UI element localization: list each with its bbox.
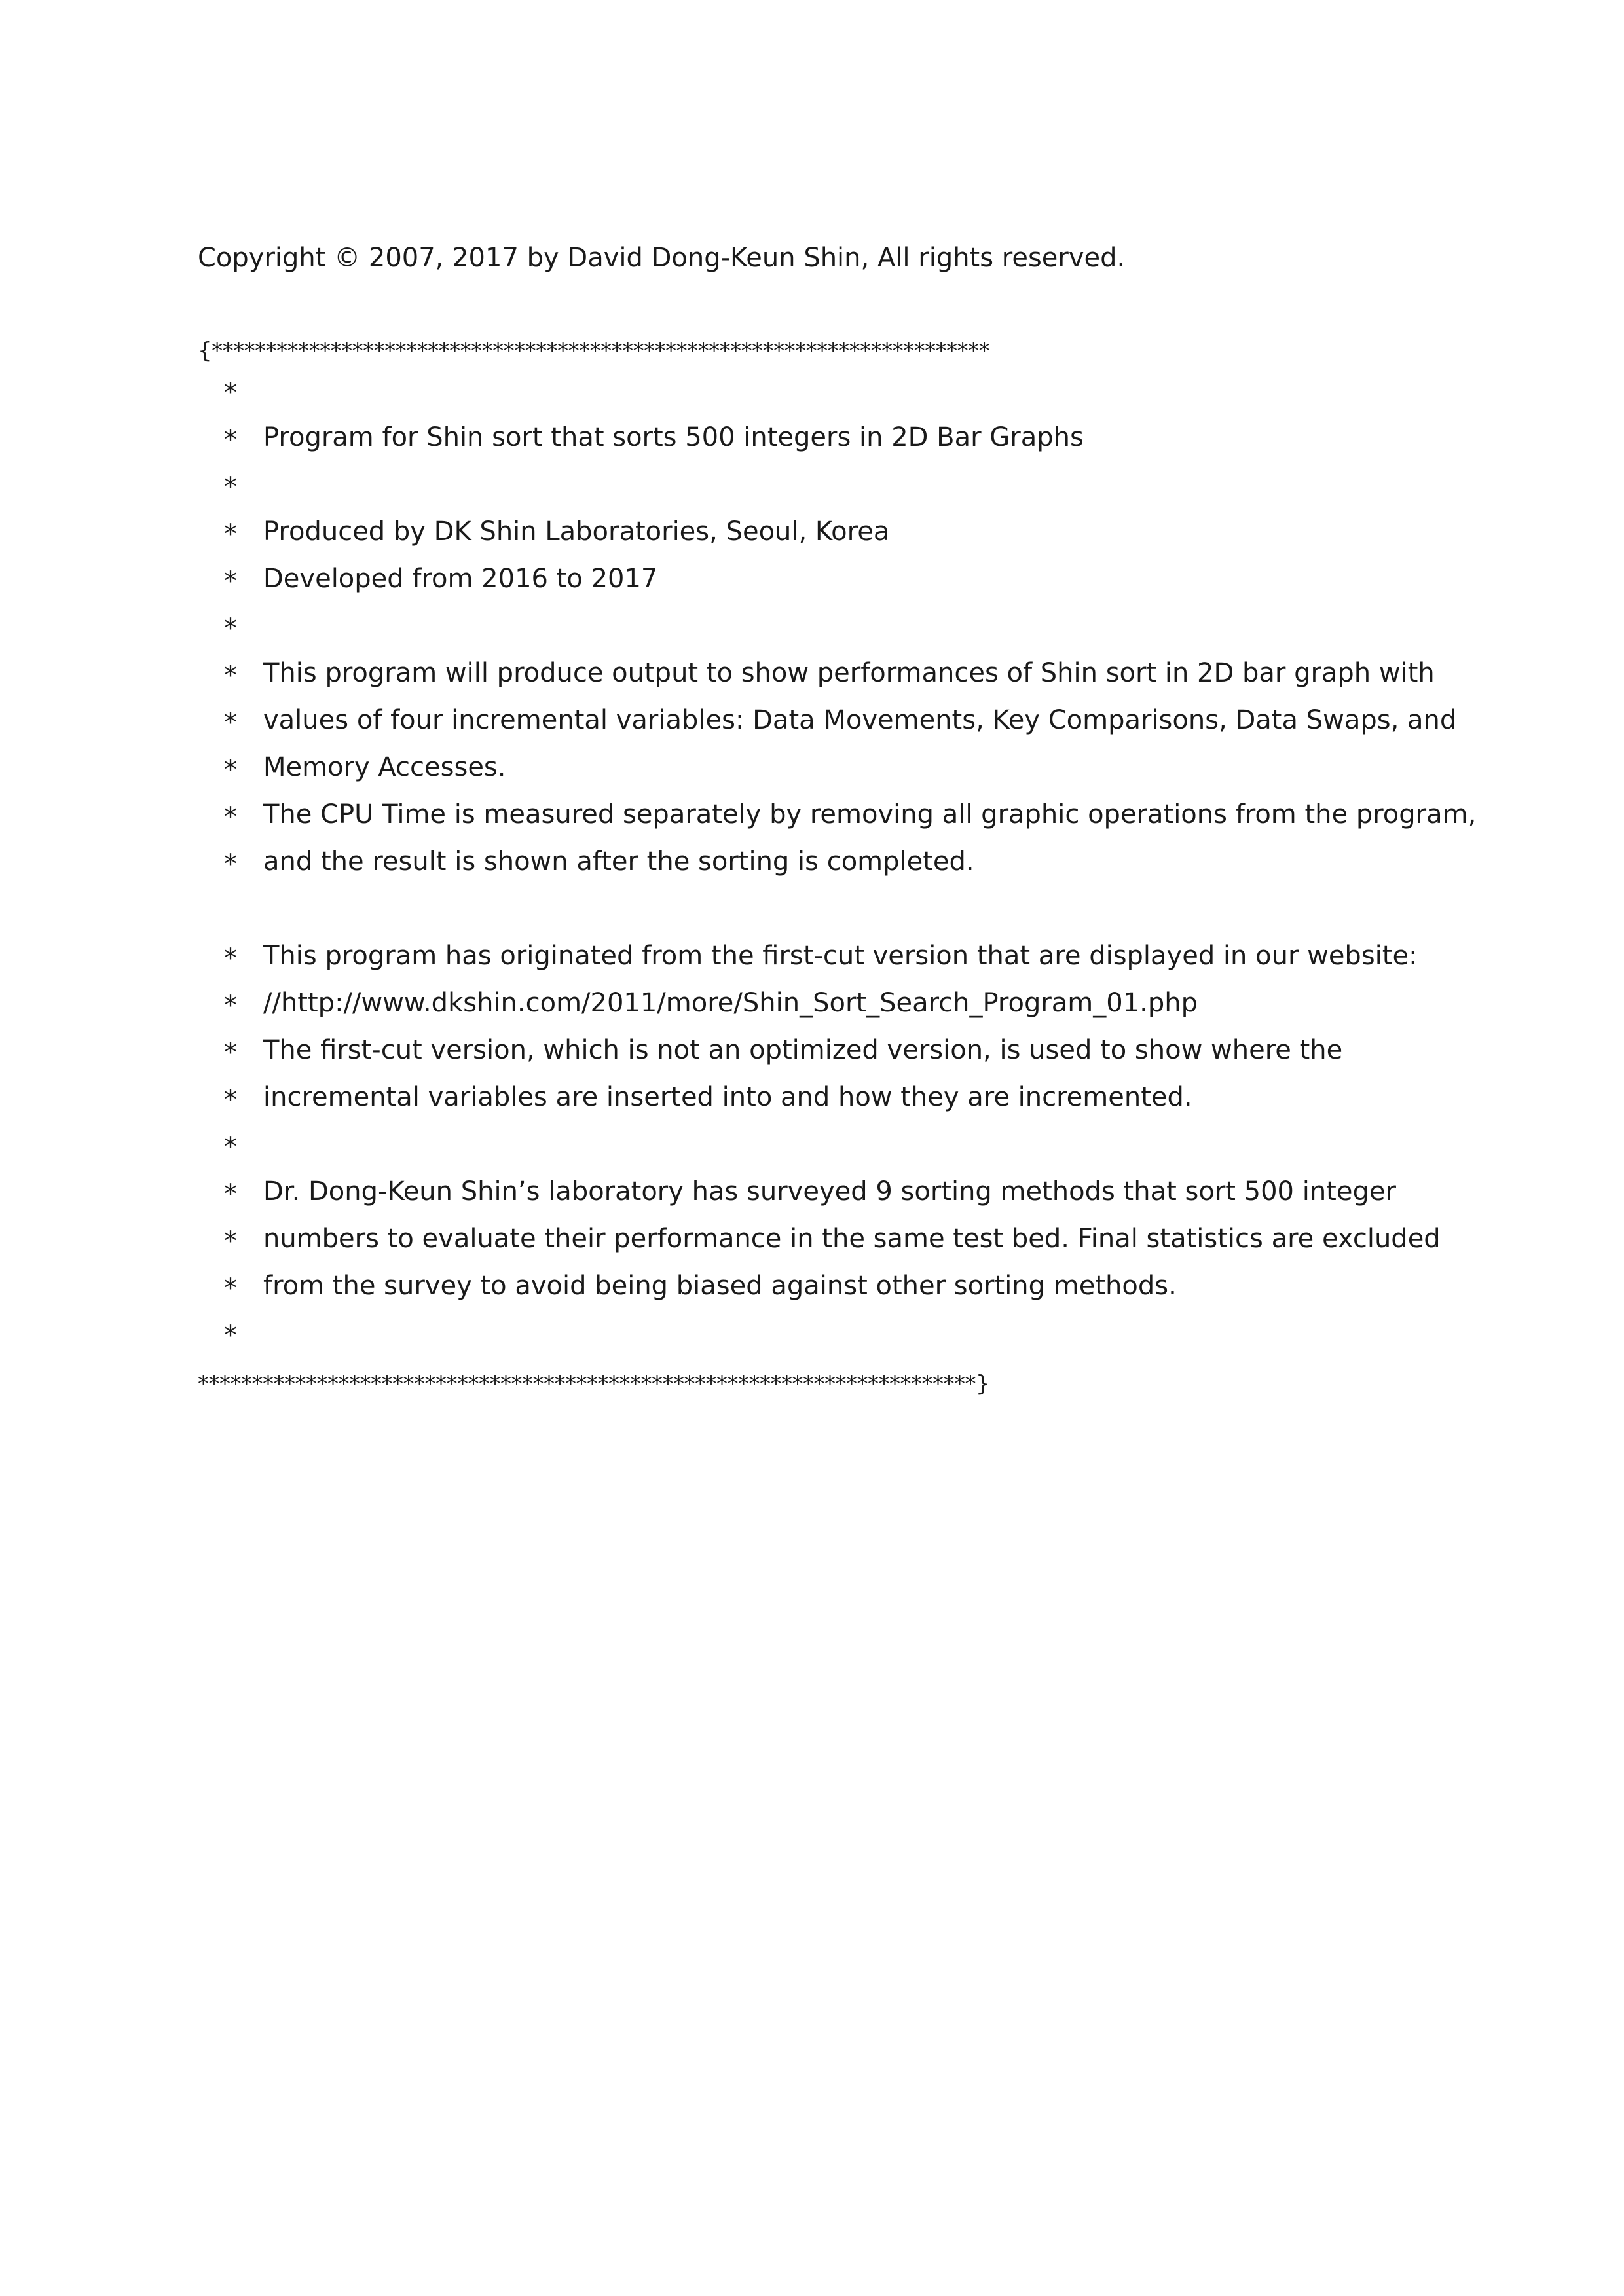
comment-line [198,1082,1475,1113]
comment-line [198,704,1475,736]
comment-line [198,1176,1475,1207]
comment-open-rule: {************************************************************************ [198,338,990,364]
comment-line [198,1034,1475,1066]
comment-star: * [224,1226,237,1256]
comment-line [198,752,1475,783]
comment-star: * [224,802,237,832]
comment-line [198,799,1475,830]
comment-line-text: The CPU Time is measured separately by removing all graphic operations from the program, [263,799,1477,829]
comment-line [198,987,1475,1019]
comment-line-text: Memory Accesses. [263,752,506,782]
comment-star: * [224,472,237,502]
comment-star: * [224,708,237,738]
comment-line [198,940,1475,972]
comment-star: * [224,943,237,974]
comment-line-text: Dr. Dong-Keun Shin’s laboratory has surveyed 9 sorting methods that sort 500 integer [263,1176,1396,1207]
comment-line [198,1129,1475,1160]
comment-line [198,422,1475,453]
comment-star: * [224,849,237,879]
comment-line [198,846,1475,877]
comment-star: * [224,378,237,408]
comment-line-text: numbers to evaluate their performance in the same test bed. Final statistics are excluded [263,1224,1441,1254]
comment-star: * [224,1085,237,1115]
comment-line-text: Developed from 2016 to 2017 [263,564,658,594]
copyright-notice: Copyright © 2007, 2017 by David Dong-Keun Shin, All rights reserved. [198,243,1126,273]
comment-line-text: //http://www.dkshin.com/2011/more/Shin_Sort_Search_Program_01.php [263,988,1198,1018]
comment-line-text: This program has originated from the first-cut version that are displayed in our website: [263,941,1418,971]
comment-line-text: Program for Shin sort that sorts 500 integers in 2D Bar Graphs [263,422,1084,452]
comment-line-text: Produced by DK Shin Laboratories, Seoul, Korea [263,517,890,547]
comment-star: * [224,1132,237,1162]
comment-line-text: This program will produce output to show performances of Shin sort in 2D bar graph with [263,658,1435,688]
comment-line [198,516,1475,547]
comment-line [198,1317,1475,1349]
comment-line-text: incremental variables are inserted into and how they are incremented. [263,1082,1192,1112]
comment-line-text: and the result is shown after the sorting is completed. [263,847,974,877]
comment-line [198,563,1475,594]
comment-star: * [224,1038,237,1068]
comment-star: * [224,661,237,691]
comment-line-text: values of four incremental variables: Data Movements, Key Comparisons, Data Swaps, and [263,705,1457,735]
comment-star: * [224,755,237,785]
comment-star: * [224,991,237,1021]
comment-line [198,1223,1475,1254]
comment-star: * [224,1321,237,1351]
comment-line [198,374,1475,406]
comment-star: * [224,1273,237,1303]
comment-star: * [224,519,237,549]
comment-star: * [224,613,237,644]
comment-star: * [224,1179,237,1209]
comment-line-text: The first-cut version, which is not an optimized version, is used to show where the [263,1035,1343,1065]
comment-line [198,469,1475,500]
comment-star: * [224,425,237,455]
comment-line [198,1270,1475,1302]
comment-close-rule: ************************************************************************} [198,1371,990,1397]
comment-star: * [224,566,237,596]
comment-line [198,893,1475,924]
comment-line [198,610,1475,642]
comment-line-text: from the survey to avoid being biased against other sorting methods. [263,1271,1177,1301]
comment-line [198,657,1475,689]
